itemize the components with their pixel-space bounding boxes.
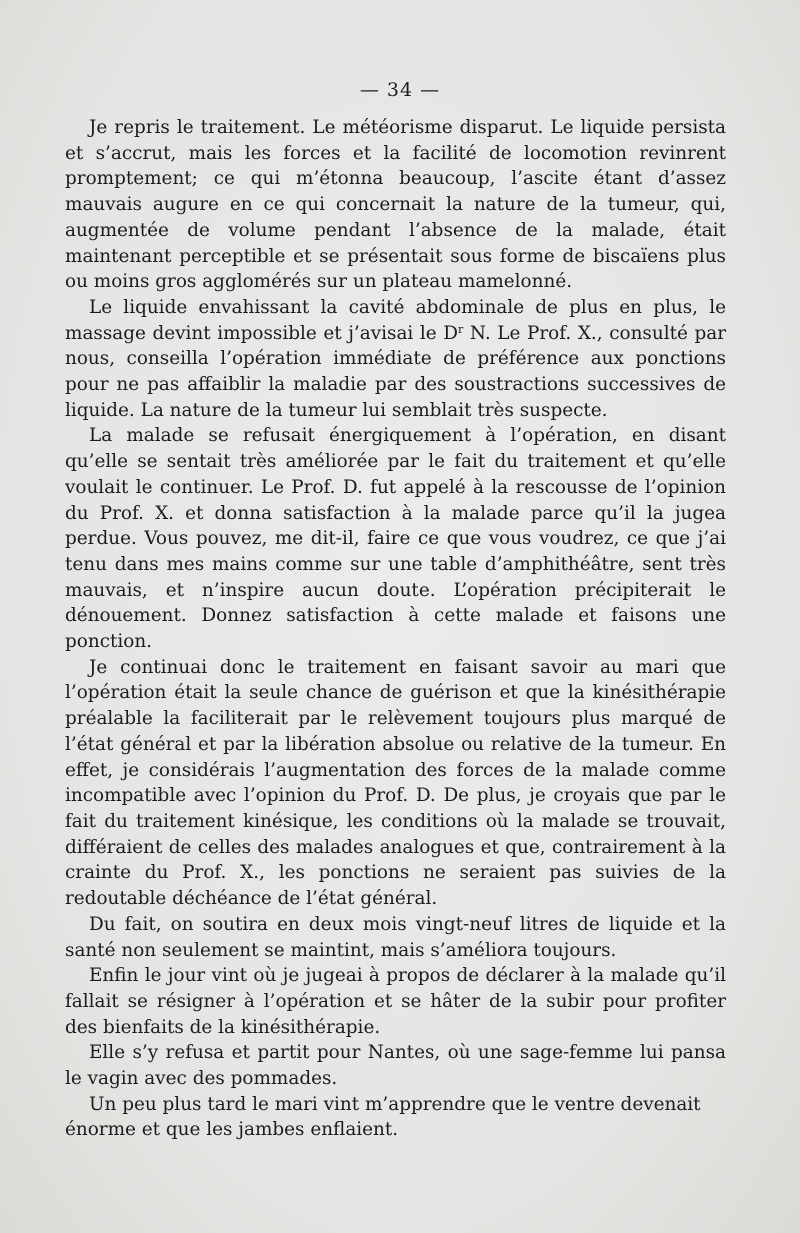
- paragraph-6: Enfin le jour vint où je jugeai à propos de déclarer à la malade qu’il fallait se résigner à l’opération et se hâter de la subir pour profiter des bienfaits de la kinésithérapie.: [65, 965, 726, 1038]
- paragraph-2: [65, 295, 726, 424]
- paragraph-2-part-1: Le liquide envahissant la cavité abdominale de plus en plus, le massage devint impossible et j’avisai le D: [65, 296, 726, 344]
- doctor-superscript: r: [458, 322, 464, 336]
- paragraph-7: Elle s’y refusa et partit pour Nantes, où une sage-femme lui pansa le vagin avec des pommades.: [65, 1042, 726, 1090]
- paragraph-5: Du fait, on soutira en deux mois vingt-neuf litres de liquide et la santé non seulement se maintint, mais s’améliora toujours.: [65, 913, 726, 961]
- paragraph-2-part-2: N. Le Prof. X., consulté par nous, conseilla l’opération immédiate de préférence aux ponctions pour ne pas affaiblir la maladie par des soustractions successives de liquide. La nature de la tumeur lui semblait très suspecte.: [65, 322, 726, 421]
- paragraph-8: Un peu plus tard le mari vint m’apprendre que le ventre devenait énorme et que les jambes enflaient.: [65, 1093, 701, 1141]
- body-text: [65, 115, 726, 1143]
- paragraph-1: Je repris le traitement. Le météorisme disparut. Le liquide persista et s’accrut, mais les forces et la facilité de locomotion revinrent promptement; ce qui m’étonna beaucoup, l’ascite étant d’assez mauvais augure en ce qui concernait la nature de la tumeur, qui, augmentée de volume pendant l’absence de la malade, était maintenant perceptible et se présentait sous forme de biscaïens plus ou moins gros agglomérés sur un plateau mamelonné.: [65, 117, 726, 293]
- paragraph-3: La malade se refusait énergiquement à l’opération, en disant qu’elle se sentait très améliorée par le fait du traitement et qu’elle voulait le continuer. Le Prof. D. fut appelé à la rescousse de l’opinion du Prof. X. et donna satisfaction à la malade parce qu’il la jugea perdue. Vous pouvez, me dit-il, faire ce que vous voudrez, ce que j’ai tenu dans mes mains comme sur une table d’amphithéâtre, sent très mauvais, et n’inspire aucun doute. L’opération précipiterait le dénouement. Donnez satisfaction à cette malade et faisons une ponction.: [65, 425, 726, 653]
- page-number: — 34 —: [359, 79, 441, 101]
- paragraph-4: Je continuai donc le traitement en faisant savoir au mari que l’opération était la seule chance de guérison et que la kinésithérapie préalable la faciliterait par le relèvement toujours plus marqué de l’état général et par la libération absolue ou relative de la tumeur. En effet, je considérais l’augmentation des forces de la malade comme incompatible avec l’opinion du Prof. D. De plus, je croyais que par le fait du traitement kinésique, les conditions où la malade se trouvait, différaient de celles des malades analogues et que, contrairement à la crainte du Prof. X., les ponctions ne seraient pas suivies de la redoutable déchéance de l’état général.: [65, 656, 726, 910]
